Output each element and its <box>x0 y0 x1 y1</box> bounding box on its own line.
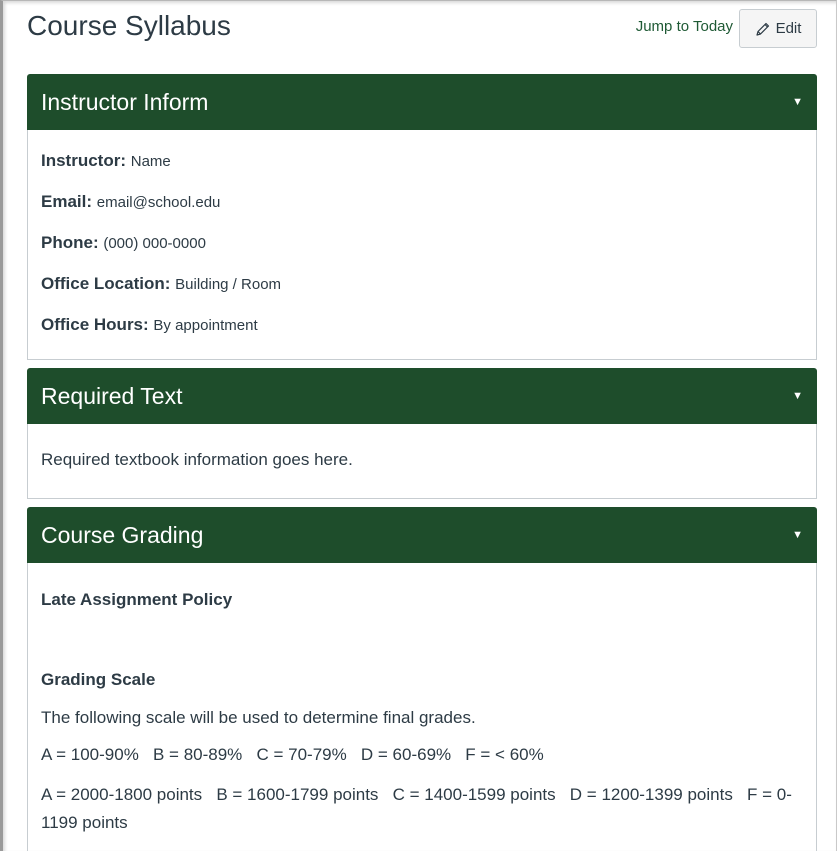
instructor-office-hours-line <box>41 314 803 337</box>
required-text-section-body <box>27 424 817 499</box>
required-text-content: Required textbook information goes here. <box>41 450 353 469</box>
required-text-section <box>27 368 817 499</box>
grading-scale-heading: Grading Scale <box>41 670 156 689</box>
info-label: Instructor: <box>41 151 126 170</box>
required-text-section-header[interactable] <box>27 368 817 424</box>
info-label: Office Location: <box>41 274 171 293</box>
edit-button-label: Edit <box>775 20 802 37</box>
instructor-section-header[interactable] <box>27 74 817 130</box>
caret-down-icon: ▼ <box>792 529 803 541</box>
info-value: (000) 000-0000 <box>103 235 206 252</box>
grading-scale-intro: The following scale will be used to determine final grades. <box>41 708 476 727</box>
section-title: Instructor Inform <box>41 88 209 115</box>
section-title: Required Text <box>41 382 183 409</box>
instructor-office-location-line <box>41 273 803 296</box>
late-policy-heading: Late Assignment Policy <box>41 590 233 609</box>
jump-to-today-link[interactable]: Jump to Today <box>635 18 733 35</box>
info-value: Name <box>130 153 171 170</box>
percent-scale: A = 100-90% B = 80-89% C = 70-79% D = 60-69% F = < 60% <box>41 745 544 764</box>
info-label: Office Hours: <box>41 315 149 334</box>
instructor-email-line <box>41 191 803 214</box>
syllabus-page <box>27 0 817 859</box>
info-value: By appointment <box>153 317 258 334</box>
instructor-name-line <box>41 150 803 173</box>
page-title: Course Syllabus <box>27 10 231 41</box>
section-title: Course Grading <box>41 521 204 548</box>
course-grading-section-body <box>27 563 817 851</box>
info-label: Email: <box>41 192 93 211</box>
pencil-icon <box>755 21 771 37</box>
caret-down-icon: ▼ <box>792 96 803 108</box>
info-label: Phone: <box>41 233 99 252</box>
edit-button[interactable] <box>739 9 817 48</box>
instructor-section <box>27 74 817 360</box>
info-value: Building / Room <box>175 276 282 293</box>
course-grading-section-header[interactable] <box>27 507 817 563</box>
instructor-phone-line <box>41 232 803 255</box>
blank-line <box>41 617 803 663</box>
course-grading-section <box>27 507 817 851</box>
page-header <box>27 0 817 74</box>
points-scale: A = 2000-1800 points B = 1600-1799 points C = 1400-1599 points D = 1200-1399 points F = 0-1199 points <box>41 785 792 832</box>
instructor-section-body <box>27 130 817 360</box>
caret-down-icon: ▼ <box>792 390 803 402</box>
info-value: email@school.edu <box>96 194 221 211</box>
